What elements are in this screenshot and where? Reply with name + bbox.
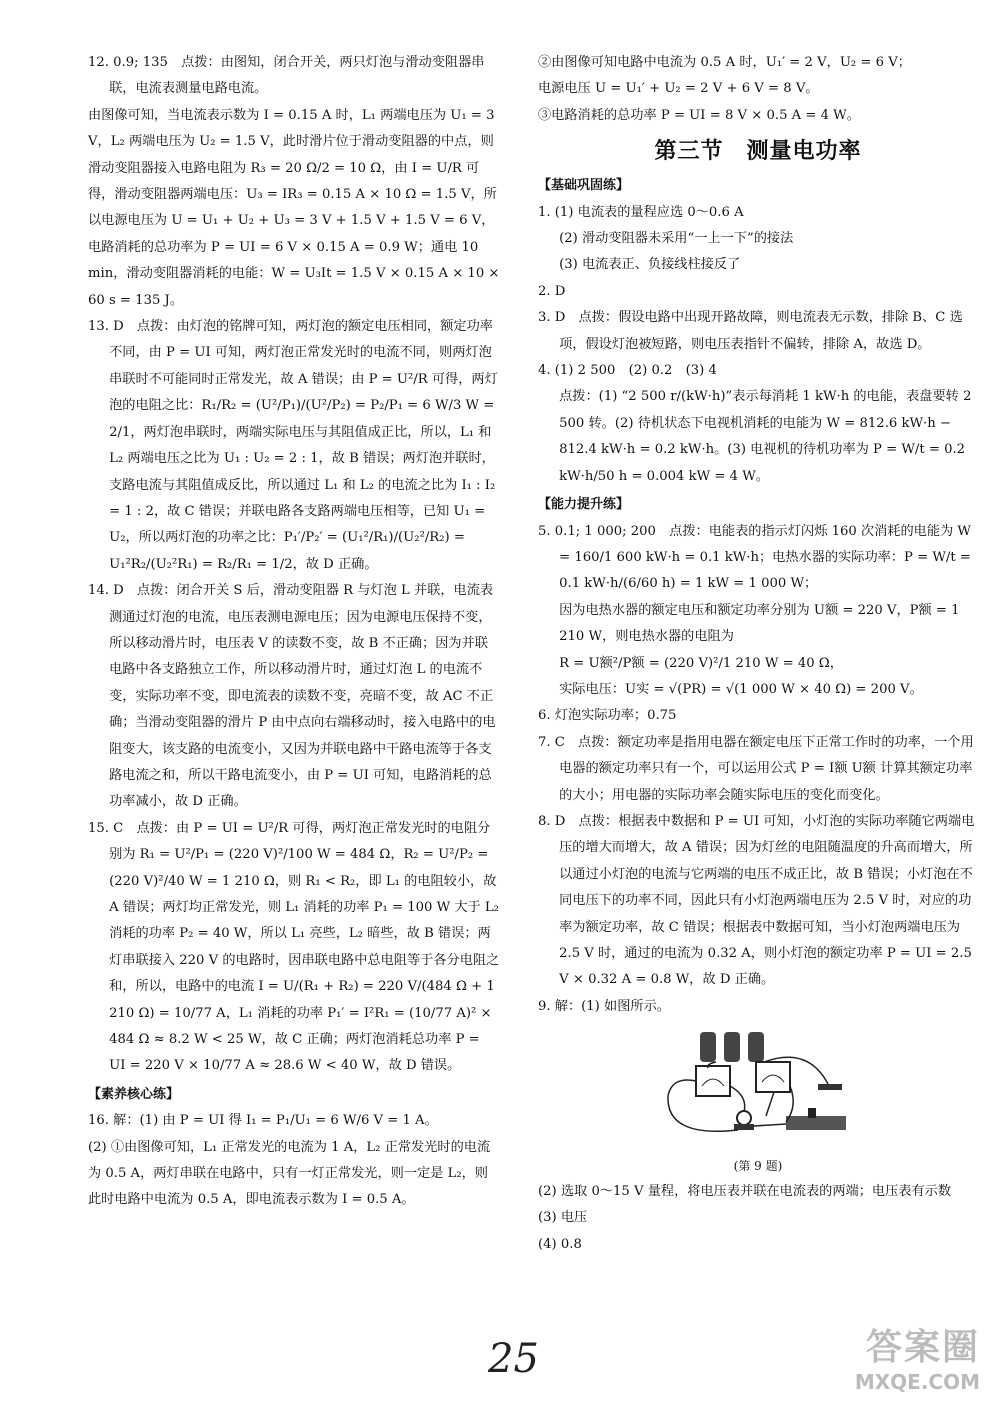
answer-15: 15. C 点拨：由 P = UI = U²/R 可得，两灯泡正常发光时的电阻分别为 R₁ = U²/P₁ = (220 V)²/100 W = 484 Ω，R₂ = U²/P₂ = (220 V)²/40 W = 1 210 Ω，则 R₁ < R₂，即 L₁ 的电阻较小，故 A 错误；两灯均正常发光，则 L₁ 消耗的功率 P₁ = 100 W 大于 L₂ 消耗的功率 P₂ = 40 W，所以 L₁ 亮些，L₂ 暗些，故 B 错误；两灯串联接入 220 V 的电路时，因串联电路中总电阻等于各分电阻之和，所以，电路中的电流 I = U/(R₁ + R₂) = 220 V/(484 Ω + 1 210 Ω) = 10/77 A，L₁ 消耗的功率 P₁′ = I²R₁ = (10/77 A)² × 484 Ω ≈ 8.2 W < 25 W，故 C 正确；两灯泡消耗总功率 P = UI = 220 V × 10/77 A ≈ 28.6 W < 40 W，故 D 错误。	[88, 820, 500, 1074]
figure-caption: (第 9 题)	[733, 1158, 783, 1173]
right-column	[538, 50, 978, 1258]
answer-16-line1: ②由图像可知电路中电流为 0.5 A 时，U₁′ = 2 V，U₂ = 6 V；	[538, 55, 911, 70]
answer-9-2: (2) 选取 0～15 V 量程，将电压表并联在电流表的两端；电压表有示数	[538, 1184, 952, 1200]
answer-1-1: 1. (1) 电流表的量程应选 0～0.6 A	[538, 204, 744, 220]
circuit-figure	[658, 1026, 858, 1179]
answer-5-line4: 实际电压：U实 = √(PR) = √(1 000 W × 40 Ω) = 200 V。	[559, 681, 923, 697]
answer-9: 9. 解：(1) 如图所示。	[538, 998, 670, 1014]
circuit-diagram-icon	[658, 1026, 858, 1146]
heading-improve: 【能力提升练】	[538, 497, 630, 513]
heading-core: 【素养核心练】	[88, 1086, 180, 1102]
left-column	[88, 50, 500, 1214]
answer-16-part1: 16. 解：(1) 由 P = UI 得 I₁ = P₁/U₁ = 6 W/6 V = 1 A。	[88, 1113, 438, 1129]
answer-9-3: (3) 电压	[538, 1210, 588, 1226]
watermark-logo	[855, 1319, 980, 1394]
answer-4-hint: 点拨：(1) “2 500 r/(kW·h)”表示每消耗 1 kW·h 的电能，表盘要转 2 500 转。(2) 待机状态下电视机消耗的电能为 W = 812.6 kW·h − 812.4 kW·h = 0.2 kW·h。(3) 电视机的待机功率为 P = W/t = 0.2 kW·h/50 h = 0.004 kW = 4 W。	[559, 389, 972, 484]
answer-16-line3: ③电路消耗的总功率 P = UI = 8 V × 0.5 A = 4 W。	[538, 107, 860, 123]
answer-2: 2. D	[538, 283, 566, 299]
answer-13: 13. D 点拨：由灯泡的铭牌可知，两灯泡的额定电压相同，额定功率不同，由 P = UI 可知，两灯泡正常发光时的电流不同，则两灯泡串联时不可能同时正常发光，故 A 错误；由 P = U²/R 可得，两灯泡的电阻之比：R₁/R₂ = (U²/P₁)/(U²/P₂) = P₂/P₁ = 6 W/3 W = 2/1，两灯泡串联时，两端实际电压与其阻值成正比，所以，L₁ 和 L₂ 两端电压之比为 U₁ : U₂ = 2 : 1，故 B 错误；两灯泡并联时，支路电流与其阻值成反比，所以通过 L₁ 和 L₂ 的电流之比为 I₁ : I₂ = 1 : 2，故 C 错误；并联电路各支路两端电压相等，已知 U₁ = U₂，所以两灯泡的功率之比：P₁′/P₂′ = (U₁²/R₁)/(U₂²/R₂) = U₁²R₂/(U₂²R₁) = R₂/R₁ = 1/2，故 D 正确。	[88, 319, 498, 572]
answer-9-4: (4) 0.8	[538, 1236, 582, 1252]
answer-1-3: (3) 电流表正、负接线柱接反了	[559, 257, 741, 273]
answer-1-2: (2) 滑动变阻器未采用“一上一下”的接法	[559, 231, 794, 247]
answer-7: 7. C 点拨：额定功率是指用电器在额定电压下正常工作时的功率，一个用电器的额定功率只有一个，可以运用公式 P = I额 U额 计算其额定功率的大小；用电器的实际功率会随实际电压的变化而变化。	[538, 734, 974, 803]
answer-16-part2: (2) ①由图像可知，L₁ 正常发光的电流为 1 A，L₂ 正常发光时的电流为 0.5 A，两灯串联在电路中，只有一灯正常发光，则一定是 L₂，则此时电路中电流为 0.5 A，即电流表示数为 I = 0.5 A。	[88, 1139, 491, 1208]
answer-4: 4. (1) 2 500 (2) 0.2 (3) 4	[538, 363, 717, 379]
answer-8: 8. D 点拨：根据表中数据和 P = UI 可知，小灯泡的实际功率随它两端电压的增大而增大，故 A 错误；因为灯丝的电阻随温度的升高而增大，所以通过小灯泡的电流与它两端的电压不成正比，故 B 错误；小灯泡在不同电压下的功率不同，因此只有小灯泡两端电压为 2.5 V 时，对应的功率为额定功率，故 C 错误；根据表中数据可知，当小灯泡两端电压为 2.5 V 时，通过的电流为 0.32 A，则小灯泡的额定功率 P = UI = 2.5 V × 0.32 A = 0.8 W，故 D 正确。	[538, 813, 975, 988]
watermark-top: 答案圈	[865, 1327, 980, 1368]
answer-16-line2: 电源电压 U = U₁′ + U₂ = 2 V + 6 V = 8 V。	[538, 81, 819, 97]
answer-5: 5. 0.1; 1 000; 200 点拨：电能表的指示灯闪烁 160 次消耗的电能为 W = 160/1 600 kW·h = 0.1 kW·h；电热水器的实际功率：P = W/t = 0.1 kW·h/(6/60 h) = 1 kW = 1 000 W；	[538, 523, 971, 592]
page-number: 25	[488, 1336, 539, 1382]
answer-5-line2: 因为电热水器的额定电压和额定功率分别为 U额 = 220 V，P额 = 1 210 W，则电热水器的电阻为	[559, 602, 960, 645]
answer-6: 6. 灯泡实际功率；0.75	[538, 708, 677, 724]
section-title: 第三节 测量电功率	[654, 139, 862, 165]
watermark-bottom: MXQE.COM	[854, 1370, 980, 1394]
answer-5-line3: R = U额²/P额 = (220 V)²/1 210 W = 40 Ω，	[559, 655, 843, 671]
answer-14: 14. D 点拨：闭合开关 S 后，滑动变阻器 R 与灯泡 L 并联，电流表测通过灯泡的电流，电压表测电源电压；因为电源电压保持不变，所以移动滑片时，电压表 V 的读数不变，故 B 不正确；因为并联电路中各支路独立工作，所以移动滑片时，通过灯泡 L 的电流不变，实际功率不变，即电流表的读数不变，亮暗不变，故 AC 不正确；当滑动变阻器的滑片 P 由中点向右端移动时，接入电路中的电阻变大，该支路的电流变小，又因为并联电路中干路电流等于各支路电流之和，所以干路电流变小，由 P = UI 可知，电路消耗的总功率减小，故 D 正确。	[88, 583, 496, 810]
answer-12-body: 由图像可知，当电流表示数为 I = 0.15 A 时，L₁ 两端电压为 U₁ = 3 V，L₂ 两端电压为 U₂ = 1.5 V，此时滑片位于滑动变阻器的中点，则滑动变阻器接入电路电阻为 R₃ = 20 Ω/2 = 10 Ω，由 I = U/R 可得，滑动变阻器两端电压：U₃ = IR₃ = 0.15 A × 10 Ω = 1.5 V，所以电源电压为 U = U₁ + U₂ + U₃ = 3 V + 1.5 V + 1.5 V = 6 V，电路消耗的总功率为 P = UI = 6 V × 0.15 A = 0.9 W；通电 10 min，滑动变阻器消耗的电能：W = U₃It = 1.5 V × 0.15 A × 10 × 60 s = 135 J。	[88, 107, 500, 308]
answer-3: 3. D 点拨：假设电路中出现开路故障，则电流表无示数，排除 B、C 选项，假设灯泡被短路，则电压表指针不偏转，排除 A，故选 D。	[538, 310, 963, 352]
answer-12: 12. 0.9; 135 点拨：由图知，闭合开关，两只灯泡与滑动变阻器串联，电流表测量电路电流。	[88, 55, 485, 97]
heading-basic: 【基础巩固练】	[538, 178, 630, 194]
